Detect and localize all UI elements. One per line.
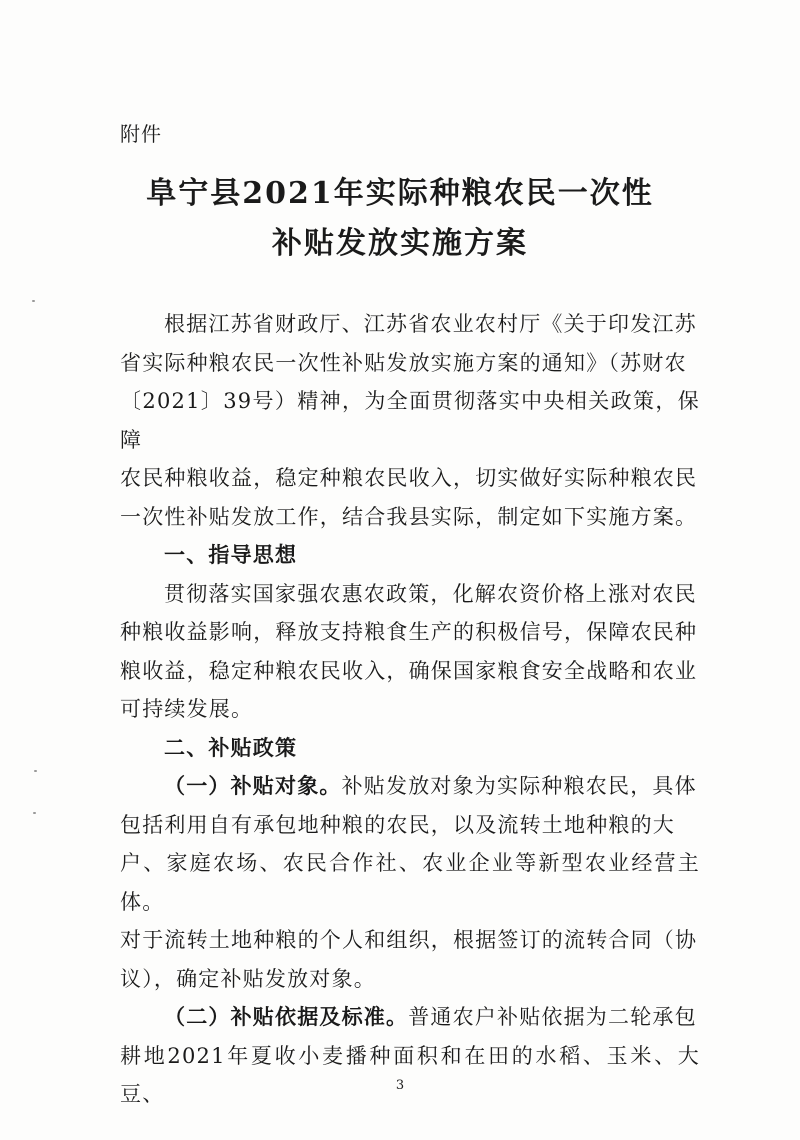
document-body (120, 305, 700, 1114)
intro-line: 省实际种粮农民一次性补贴发放实施方案的通知》（苏财农 (120, 350, 687, 375)
item1-line: 对于流转土地种粮的个人和组织，根据签订的流转合同（协 (120, 928, 698, 952)
item1-first-line-rest: 补贴发放对象为实际种粮农民，具体 (341, 774, 697, 798)
intro-line: 一次性补贴发放工作，结合我县实际，制定如下实施方案。 (120, 504, 698, 529)
section1-line: 可持续发展。 (120, 697, 254, 721)
document-title-line-1: 阜宁县2021年实际种粮农民一次性 (146, 176, 654, 211)
section1-line: 种粮收益影响，释放支持粮食生产的积极信号，保障农民种 (120, 620, 698, 644)
item1-lead: （一）补贴对象。 (164, 773, 342, 798)
scan-speck (33, 812, 36, 814)
intro-line: 〔2021〕39号）精神，为全面贯彻落实中央相关政策，保障 (120, 389, 700, 452)
item2-lead: （二）补贴依据及标准。 (164, 1004, 409, 1029)
page-number: 3 (395, 1078, 405, 1093)
section1-line: 粮收益，稳定种粮农民收入，确保国家粮食安全战略和农业 (120, 658, 698, 683)
item1-line: 议），确定补贴发放对象。 (120, 966, 376, 991)
scan-speck (32, 300, 35, 302)
section-heading-subsidy-policy: 二、补贴政策 (164, 735, 298, 760)
item1-first-line (120, 767, 700, 806)
item2-first-line (120, 998, 700, 1037)
item1-line: 包括利用自有承包地种粮的农民，以及流转土地种粮的大 (120, 812, 675, 837)
section-heading-guiding-ideology: 一、指导思想 (164, 543, 298, 567)
section1-line: 贯彻落实国家强农惠农政策，化解农资价格上涨对农民 (164, 581, 697, 606)
intro-line: 农民种粮收益，稳定种粮农民收入，切实做好实际种粮农民 (120, 466, 698, 490)
intro-line: 根据江苏省财政厅、江苏省农业农村厅《关于印发江苏 (164, 312, 697, 336)
item2-line: 耕地2021年夏收小麦播种面积和在田的水稻、玉米、大豆、 (120, 1043, 700, 1106)
item1-line: 户、家庭农场、农民合作社、农业企业等新型农业经营主体。 (120, 851, 700, 914)
scan-speck (34, 770, 37, 772)
document-title-line-2: 补贴发放实施方案 (272, 226, 528, 261)
item2-first-line-rest: 普通农户补贴依据为二轮承包 (408, 1005, 697, 1029)
attachment-label: 附件 (120, 122, 162, 146)
